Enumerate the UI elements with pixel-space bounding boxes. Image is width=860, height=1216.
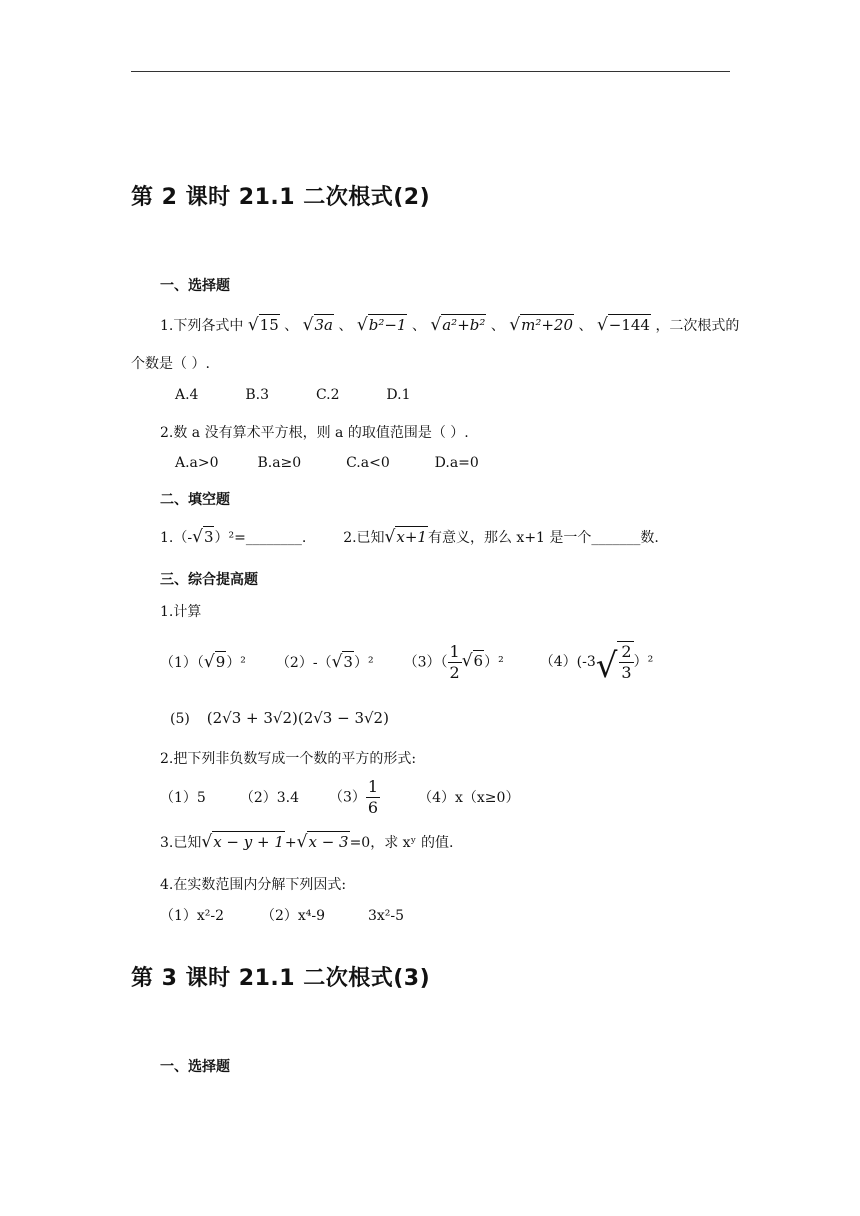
q1-tail: ，二次根式的	[655, 318, 740, 334]
q1-option-b: B.3	[245, 387, 270, 403]
q1-line2: 个数是（ ）.	[131, 356, 210, 372]
q2-text: 2.数 a 没有算术平方根，则 a 的取值范围是（ ）.	[160, 425, 469, 441]
comp-q2-b: （2）3.4	[239, 790, 299, 806]
comp-q4-row	[160, 905, 404, 925]
root-m2-plus-20: √m²+20	[509, 315, 574, 335]
calc-5: (5) (2√3 + 3√2)(2√3 − 3√2)	[170, 709, 389, 727]
q2-option-c: C.a<0	[346, 455, 390, 471]
root-x-minus-y-plus-1: √x − y + 1	[201, 832, 284, 852]
q1-lead: 1.下列各式中	[160, 318, 244, 334]
choice-section-title-3: 一、选择题	[160, 1059, 230, 1075]
comp-q4-c: 3x²-5	[367, 908, 404, 924]
root-x-minus-3: √x − 3	[296, 832, 349, 852]
comp-q2-d: （4）x（x≥0）	[418, 790, 520, 806]
comp-q4-b: （2）x⁴-9	[260, 908, 326, 924]
root-3a: √3a	[302, 315, 333, 335]
root-3: √3	[192, 527, 214, 547]
fill-section-title: 二、填空题	[160, 492, 230, 508]
lesson-3-title: 第 3 课时 21.1 二次根式(3)	[131, 966, 431, 991]
header-rule	[131, 71, 730, 72]
q2-option-b: B.a≥0	[257, 455, 302, 471]
calc-2: （2）-（√3）²	[275, 652, 374, 672]
lesson-2-title: 第 2 课时 21.1 二次根式(2)	[131, 185, 431, 210]
q1-option-d: D.1	[386, 387, 411, 403]
choice-section-title: 一、选择题	[160, 278, 230, 294]
root-b2-minus-1: √b²−1	[356, 315, 407, 335]
calc-label: 1.计算	[160, 604, 202, 620]
root-a2-plus-b2: √a²+b²	[430, 315, 486, 335]
comp-q4-a: （1）x²-2	[160, 908, 225, 924]
q1-option-c: C.2	[315, 387, 340, 403]
calc-row	[160, 640, 653, 684]
calc-5-expression: (2√3 + 3√2)(2√3 − 3√2)	[206, 709, 389, 727]
q1-line: 1.下列各式中 √15 、 √3a 、 √b²−1 、 √a²+b² 、 √m²+20 、 √−144 ，二次根式的	[160, 315, 740, 335]
root-x-plus-1: √x+1	[384, 527, 427, 547]
q1-options	[175, 387, 411, 403]
calc-3: （3）（ $\frac{1}{2}$ √6）²	[403, 641, 504, 682]
comp-q2-text: 2.把下列非负数写成一个数的平方的形式:	[160, 751, 417, 767]
q1-option-a: A.4	[175, 387, 199, 403]
q2-option-a: A.a>0	[175, 455, 219, 471]
calc-4: （4）(-3 √ $\frac{2}{3}$ ）²	[539, 642, 654, 686]
comp-q4-text: 4.在实数范围内分解下列因式:	[160, 877, 347, 893]
comp-q2-a: （1）5	[160, 790, 206, 806]
comp-q3: 3.已知√x − y + 1+√x − 3=0，求 xʸ 的值.	[160, 832, 454, 852]
q2-option-d: D.a=0	[434, 455, 479, 471]
root-15: √15	[247, 315, 279, 335]
fill-line: 1.（-√3）²=________. 2.已知√x+1有意义，那么 x+1 是一个_______数.	[160, 527, 659, 547]
root-minus-144: √−144	[596, 315, 650, 335]
comp-q2-row	[160, 775, 519, 819]
comprehensive-section-title: 三、综合提高题	[160, 572, 258, 588]
q2-options	[175, 455, 479, 471]
comp-q2-c: （3） $\frac{1}{6}$	[329, 776, 379, 817]
calc-1: （1）（√9）²	[160, 652, 246, 672]
